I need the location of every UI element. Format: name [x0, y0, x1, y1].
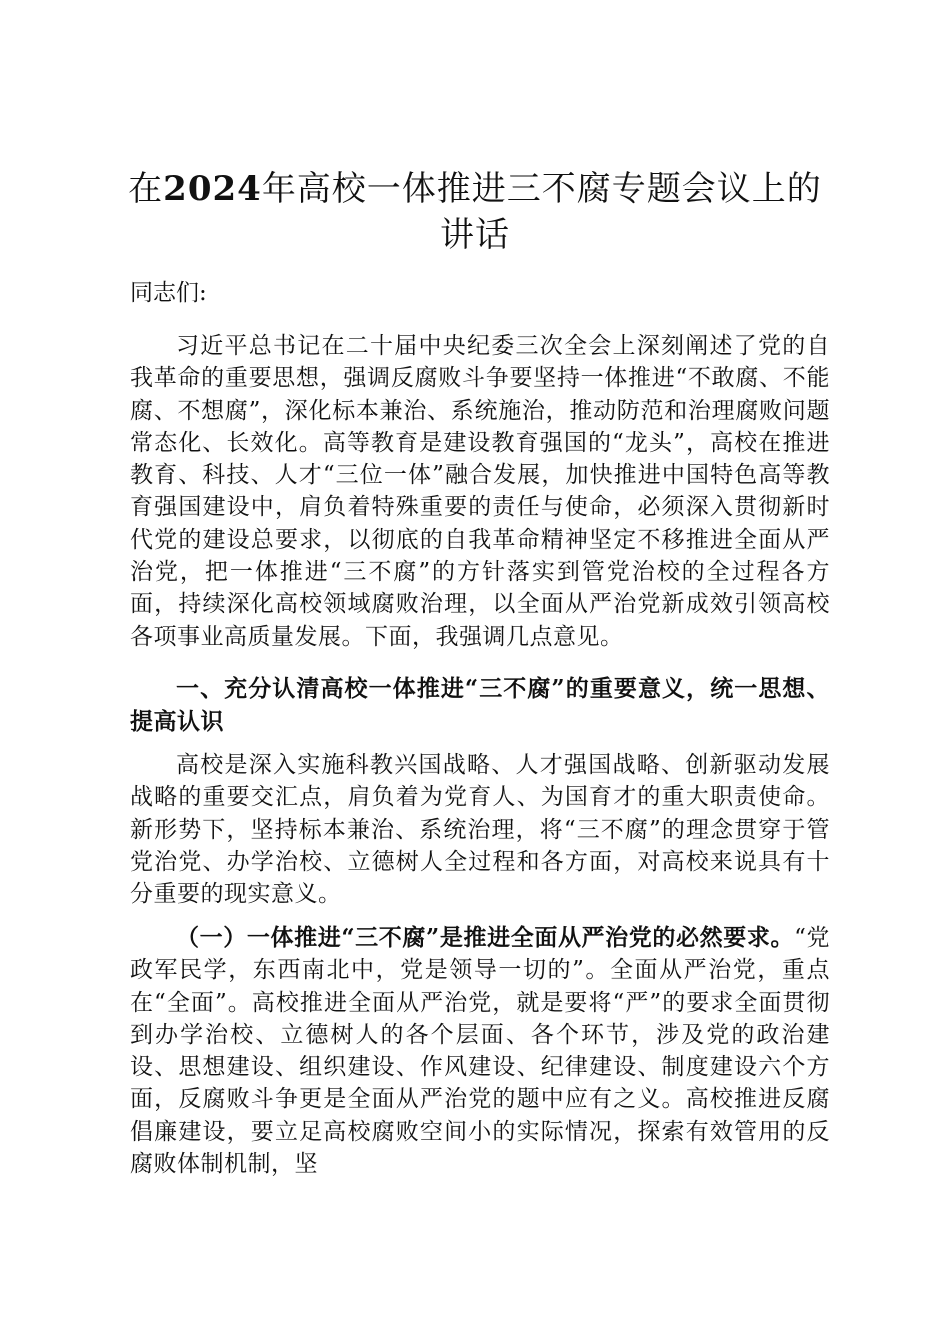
subsection-lead: （一）一体推进“三不腐”是推进全面从严治党的必然要求。: [176, 924, 795, 951]
paragraph-subsection-1: [130, 922, 830, 1180]
section-heading-1: 一、充分认清高校一体推进“三不腐”的重要意义，统一思想、提高认识: [130, 675, 830, 735]
title-prefix: 在: [128, 169, 164, 209]
paragraph-section-1: 高校是深入实施科教兴国战略、人才强国战略、创新驱动发展战略的重要交汇点，肩负着为党育人、为国育才的重大职责使命。新形势下，坚持标本兼治、系统治理，将“三不腐”的理念贯穿于管党治党、办学治校、立德树人全过程和各方面，对高校来说具有十分重要的现实意义。: [130, 752, 830, 908]
subsection-body: “党政军民学，东西南北中，党是领导一切的”。全面从严治党，重点在“全面”。高校推进全面从严治党，就是要将“严”的要求全面贯彻到办学治校、立德树人的各个层面、各个环节，涉及党的政治建设、思想建设、组织建设、作风建设、纪律建设、制度建设六个方面，反腐败斗争更是全面从严治党的题中应有之义。高校推进反腐倡廉建设，要立足高校腐败空间小的实际情况，探索有效管用的反腐败体制机制，坚: [130, 925, 830, 1178]
document-title: [120, 166, 830, 258]
title-year: 2024: [163, 169, 262, 209]
title-rest: 年高校一体推进三不腐专题会议上的讲话: [261, 169, 822, 255]
greeting: 同志们:: [130, 280, 207, 306]
paragraph-intro: 习近平总书记在二十届中央纪委三次全会上深刻阐述了党的自我革命的重要思想，强调反腐败斗争要坚持一体推进“不敢腐、不能腐、不想腐”，深化标本兼治、系统施治，推动防范和治理腐败问题常态化、长效化。高等教育是建设教育强国的“龙头”，高校在推进教育、科技、人才“三位一体”融合发展，加快推进中国特色高等教育强国建设中，肩负着特殊重要的责任与使命，必须深入贯彻新时代党的建设总要求，以彻底的自我革命精神坚定不移推进全面从严治党，把一体推进“三不腐”的方针落实到管党治校的全过程各方面，持续深化高校领域腐败治理，以全面从严治党新成效引领高校各项事业高质量发展。下面，我强调几点意见。: [130, 333, 830, 650]
